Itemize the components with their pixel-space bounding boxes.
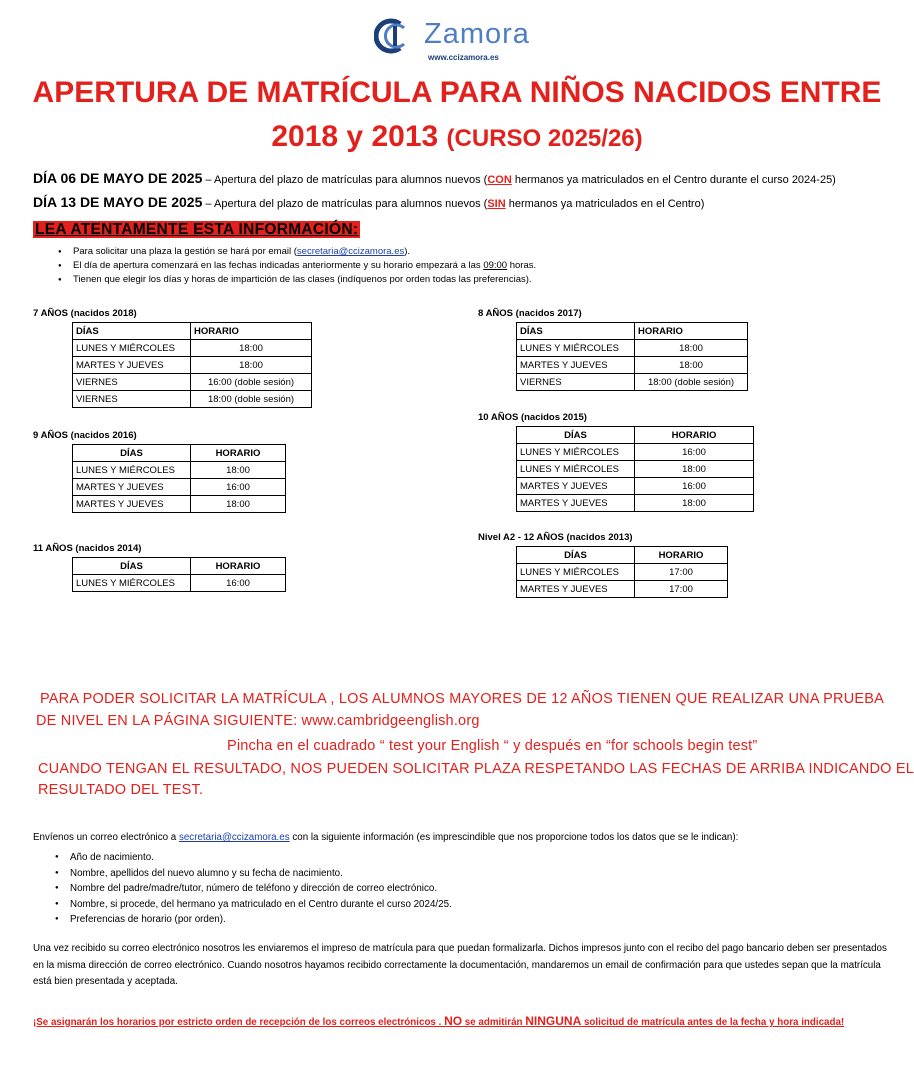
cell-days: VIERNES	[73, 391, 191, 408]
schedule-table-10	[516, 426, 754, 512]
header-days: DÍAS	[517, 323, 635, 340]
table-header-row	[517, 323, 748, 340]
cell-time: 18:00 (doble sesión)	[191, 391, 312, 408]
header-days: DÍAS	[517, 547, 635, 564]
cell-time: 17:00	[635, 564, 728, 581]
test-notice-line3: Pincha en el cuadrado “ test your English “ y después en “for schools begin test”	[227, 738, 758, 754]
table-row	[73, 462, 286, 479]
header-time: HORARIO	[191, 558, 286, 575]
cell-days: MARTES Y JUEVES	[517, 581, 635, 598]
date-1-text-post: hermanos ya matriculados en el Centro durante el curso 2024-25)	[511, 174, 836, 186]
cell-days: MARTES Y JUEVES	[73, 479, 191, 496]
cell-time: 16:00	[635, 444, 754, 461]
info-bullet-list	[58, 245, 536, 287]
cell-days: LUNES Y MIÉRCOLES	[73, 575, 191, 592]
list-item: ● Nombre, si procede, del hermano ya matriculado en el Centro durante el curso 2024/25.	[55, 897, 452, 913]
cell-time: 16:00	[191, 575, 286, 592]
bullet-time: 09:00	[483, 260, 508, 271]
logo-name: Zamora	[424, 18, 530, 50]
cell-time: 18:00	[191, 340, 312, 357]
cell-days: LUNES Y MIÉRCOLES	[517, 340, 635, 357]
date-2-key: SIN	[487, 198, 506, 210]
date-line-1	[33, 170, 836, 186]
warning-no: NO	[444, 1014, 463, 1028]
date-1-key: CON	[487, 174, 512, 186]
schedule-table-7	[72, 322, 312, 408]
email-link[interactable]: secretaria@ccizamora.es	[178, 832, 290, 843]
table-row	[73, 479, 286, 496]
table-row	[517, 461, 754, 478]
logo	[374, 14, 554, 66]
page-title-line2	[0, 120, 914, 154]
table-row	[517, 357, 748, 374]
table-label-9: 9 AÑOS (nacidos 2016)	[33, 430, 137, 441]
table-row	[73, 340, 312, 357]
email-intro-pre: Envíenos un correo electrónico a	[33, 832, 179, 843]
table-row	[73, 391, 312, 408]
header-time: HORARIO	[191, 323, 312, 340]
cell-time: 16:00	[635, 478, 754, 495]
cell-days: MARTES Y JUEVES	[517, 478, 635, 495]
header-days: DÍAS	[517, 427, 635, 444]
table-row	[517, 581, 728, 598]
date-1: DÍA 06 DE MAYO DE 2025	[33, 170, 203, 186]
closing-paragraph: Una vez recibido su correo electrónico nosotros les enviaremos el impreso de matrícula para que puedan formalizarla. Dichos impresos junto con el recibo del pago bancario deben ser presentados en la misma dirección de correo electrónico. Cuando nosotros hayamos recibido correctamente la documentación, mandaremos un email de confirmación para que ustedes sepan que la matrícula está bien presentada y aceptada.	[33, 943, 887, 987]
table-row	[73, 357, 312, 374]
table-row	[517, 340, 748, 357]
warning-paragraph	[33, 1013, 893, 1032]
schedule-table-9	[72, 444, 286, 513]
cell-time: 18:00	[635, 461, 754, 478]
list-item	[58, 245, 536, 259]
header-time: HORARIO	[635, 427, 754, 444]
table-row	[73, 374, 312, 391]
title-course: (CURSO 2025/26)	[446, 125, 643, 152]
email-intro	[33, 832, 738, 843]
cell-time: 18:00	[635, 357, 748, 374]
schedule-table-8	[516, 322, 748, 391]
ci-logo-icon	[374, 16, 416, 56]
table-label-11: 11 AÑOS (nacidos 2014)	[33, 543, 142, 554]
warning-ninguna: NINGUNA	[525, 1014, 582, 1028]
cell-days: LUNES Y MIÉRCOLES	[73, 462, 191, 479]
table-row	[517, 444, 754, 461]
test-notice-line4: CUANDO TENGAN EL RESULTADO, NOS PUEDEN SOLICITAR PLAZA RESPETANDO LAS FECHAS DE ARRIBA INDICANDO EL	[38, 761, 914, 777]
header-days: DÍAS	[73, 323, 191, 340]
cell-days: VIERNES	[517, 374, 635, 391]
cell-days: LUNES Y MIÉRCOLES	[517, 564, 635, 581]
email-intro-post: con la siguiente información (es imprescindible que nos proporcione todos los datos que se le indican):	[289, 832, 739, 843]
list-item: ● Tienen que elegir los días y horas de impartición de las clases (indíquenos por orden todas las preferencias).	[58, 273, 536, 287]
notice-heading: LEA ATENTAMENTE ESTA INFORMACIÓN:	[35, 221, 359, 238]
table-row	[73, 496, 286, 513]
table-row	[517, 495, 754, 512]
cell-time: 18:00	[191, 462, 286, 479]
cell-days: MARTES Y JUEVES	[73, 496, 191, 513]
cell-days: LUNES Y MIÉRCOLES	[517, 461, 635, 478]
table-label-12: Nivel A2 - 12 AÑOS (nacidos 2013)	[478, 532, 633, 543]
schedule-table-11	[72, 557, 286, 592]
cell-days: MARTES Y JUEVES	[517, 495, 635, 512]
table-row	[517, 478, 754, 495]
list-item: ● Preferencias de horario (por orden).	[55, 912, 452, 928]
table-label-7: 7 AÑOS (nacidos 2018)	[33, 308, 137, 319]
list-item: ● Nombre, apellidos del nuevo alumno y su fecha de nacimiento.	[55, 866, 452, 882]
email-requirements-list	[55, 850, 452, 928]
warning-text-post: solicitud de matrícula antes de la fecha y hora indicada!	[581, 1017, 845, 1028]
table-header-row	[73, 323, 312, 340]
cell-days: MARTES Y JUEVES	[517, 357, 635, 374]
cell-time: 18:00	[635, 340, 748, 357]
table-row	[517, 374, 748, 391]
table-label-8: 8 AÑOS (nacidos 2017)	[478, 308, 582, 319]
test-notice-line1: PARA PODER SOLICITAR LA MATRÍCULA , LOS ALUMNOS MAYORES DE 12 AÑOS TIENEN QUE REALIZAR UNA PRUEBA	[40, 691, 884, 707]
list-item: ● Nombre del padre/madre/tutor, número de teléfono y dirección de correo electrónico.	[55, 881, 452, 897]
date-2-text-post: hermanos ya matriculados en el Centro)	[505, 198, 705, 210]
table-label-10: 10 AÑOS (nacidos 2015)	[478, 412, 587, 423]
warning-text-mid: se admitirán	[462, 1017, 526, 1028]
table-header-row	[517, 547, 728, 564]
cell-days: VIERNES	[73, 374, 191, 391]
list-item: ● Año de nacimiento.	[55, 850, 452, 866]
table-header-row	[517, 427, 754, 444]
cell-days: LUNES Y MIÉRCOLES	[73, 340, 191, 357]
header-days: DÍAS	[73, 445, 191, 462]
header-time: HORARIO	[191, 445, 286, 462]
cell-time: 18:00	[635, 495, 754, 512]
header-time: HORARIO	[635, 547, 728, 564]
cell-time: 17:00	[635, 581, 728, 598]
date-2-text-pre: – Apertura del plazo de matrículas para alumnos nuevos (	[205, 198, 488, 210]
table-row	[517, 564, 728, 581]
date-line-2	[33, 194, 704, 210]
table-row	[73, 575, 286, 592]
cell-days: MARTES Y JUEVES	[73, 357, 191, 374]
logo-url: www.ccizamora.es	[428, 53, 499, 62]
cell-time: 18:00	[191, 496, 286, 513]
cell-time: 16:00	[191, 479, 286, 496]
warning-text-pre: ¡Se asignarán los horarios por estricto orden de recepción de los correos electrónicos .	[33, 1017, 445, 1028]
cell-time: 16:00 (doble sesión)	[191, 374, 312, 391]
cell-time: 18:00	[191, 357, 312, 374]
test-notice-line5: RESULTADO DEL TEST.	[38, 782, 204, 798]
list-item	[58, 259, 536, 273]
bullet-text: El día de apertura comenzará en las fechas indicadas anteriormente y su horario empezará a las	[73, 260, 484, 271]
page-title-line1: APERTURA DE MATRÍCULA PARA NIÑOS NACIDOS ENTRE	[32, 76, 882, 109]
cell-time: 18:00 (doble sesión)	[635, 374, 748, 391]
bullet-text: horas.	[507, 260, 537, 271]
header-days: DÍAS	[73, 558, 191, 575]
email-link[interactable]: secretaria@ccizamora.es	[296, 246, 405, 257]
title-years: 2018 y 2013	[271, 120, 439, 153]
table-header-row	[73, 558, 286, 575]
table-header-row	[73, 445, 286, 462]
schedule-table-12	[516, 546, 728, 598]
bullet-text: Para solicitar una plaza la gestión se hará por email (	[73, 246, 297, 257]
header-time: HORARIO	[635, 323, 748, 340]
date-1-text-pre: – Apertura del plazo de matrículas para alumnos nuevos (	[205, 174, 488, 186]
cell-days: LUNES Y MIÉRCOLES	[517, 444, 635, 461]
bullet-text: ).	[404, 246, 411, 257]
date-2: DÍA 13 DE MAYO DE 2025	[33, 194, 203, 210]
test-notice-line2: DE NIVEL EN LA PÁGINA SIGUIENTE: www.cambridgeenglish.org	[36, 713, 480, 729]
